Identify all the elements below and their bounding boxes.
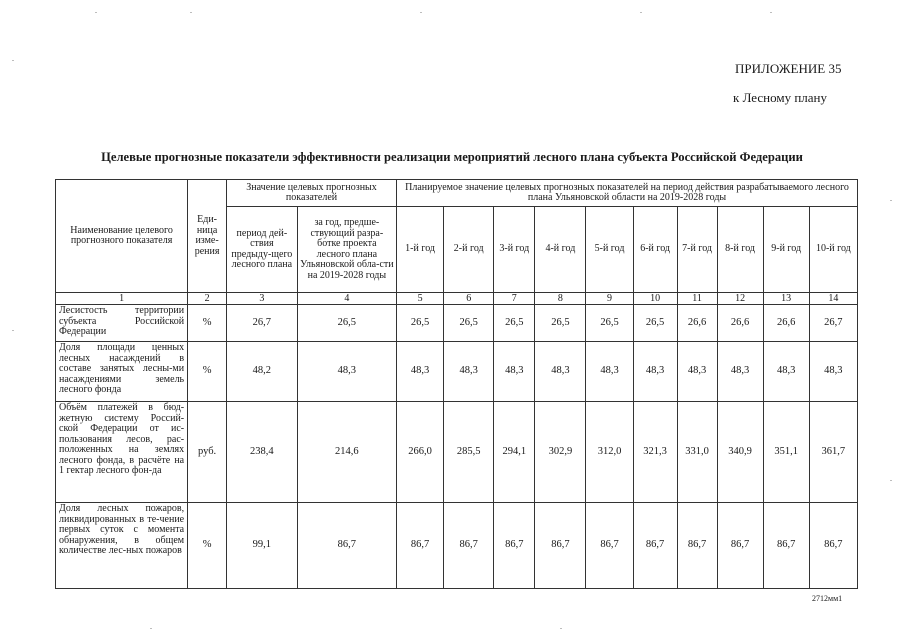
header-year: 5-й год [586,207,633,293]
value-year: 86,7 [717,503,763,589]
value-previous-period: 238,4 [227,402,298,503]
value-year: 86,7 [633,503,677,589]
column-number: 4 [297,293,396,305]
header-year: 9-й год [763,207,809,293]
header-year: 2-й год [444,207,494,293]
value-previous-period: 26,7 [227,305,298,342]
column-number: 13 [763,293,809,305]
document-title: Целевые прогнозные показатели эффективности реализации мероприятий лесного плана субъекта Российской Федерации [101,150,803,164]
value-year-before: 86,7 [297,503,396,589]
column-number: 1 [56,293,188,305]
value-year: 86,7 [586,503,633,589]
value-year: 86,7 [444,503,494,589]
header-year: 4-й год [535,207,586,293]
value-year: 48,3 [586,342,633,402]
table-row [56,342,858,402]
header-row-1 [56,180,858,207]
value-year: 26,6 [763,305,809,342]
header-indicator-name: Наименование целевого прогнозного показателя [56,180,188,293]
value-year: 48,3 [763,342,809,402]
column-number: 12 [717,293,763,305]
value-previous-period: 48,2 [227,342,298,402]
value-year: 294,1 [494,402,535,503]
column-number: 11 [677,293,717,305]
value-year: 351,1 [763,402,809,503]
column-number: 6 [444,293,494,305]
indicator-unit: % [188,342,227,402]
header-year: 10-й год [809,207,857,293]
indicator-unit: руб. [188,402,227,503]
value-year: 26,7 [809,305,857,342]
scan-artifact [890,200,892,201]
scan-artifact [12,330,14,331]
value-year: 86,7 [535,503,586,589]
value-year-before: 26,5 [297,305,396,342]
indicators-table [55,179,858,589]
column-number-row [56,293,858,305]
indicator-name: Объём платежей в бюд-жетную систему Россий-ской Федерации от ис-пользования лесов, рас-положенных на землях лесного фонда, в расчёте на 1 гектар лесного фон-да [56,402,188,503]
header-unit: Еди-ница изме-рения [188,180,227,293]
header-planned-values: Планируемое значение целевых прогнозных показателей на период действия разрабатываемого лесного плана Ульяновской области на 2019-2028 годы [397,180,858,207]
column-number: 3 [227,293,298,305]
scan-artifact [95,12,97,13]
column-number: 14 [809,293,857,305]
value-year: 26,6 [717,305,763,342]
indicator-name: Лесистость территории субъекта Российской Федерации [56,305,188,342]
scan-artifact [420,12,422,13]
value-year: 86,7 [397,503,444,589]
scan-artifact [560,628,562,629]
indicator-unit: % [188,305,227,342]
value-year: 48,3 [677,342,717,402]
value-year: 26,5 [535,305,586,342]
table-row [56,402,858,503]
header-year: 1-й год [397,207,444,293]
value-year-before: 214,6 [297,402,396,503]
indicator-name: Доля лесных пожаров, ликвидированных в те-чение первых суток с момента обнаружения, в общем количестве лес-ных пожаров [56,503,188,589]
value-year: 26,6 [677,305,717,342]
value-year: 48,3 [494,342,535,402]
value-year: 302,9 [535,402,586,503]
indicator-unit: % [188,503,227,589]
value-year: 48,3 [633,342,677,402]
header-year: 8-й год [717,207,763,293]
header-year: 3-й год [494,207,535,293]
scan-artifact [890,480,892,481]
header-year: 6-й год [633,207,677,293]
value-year: 48,3 [397,342,444,402]
value-year: 331,0 [677,402,717,503]
value-year: 48,3 [809,342,857,402]
value-year: 86,7 [809,503,857,589]
value-year: 361,7 [809,402,857,503]
column-number: 10 [633,293,677,305]
value-year: 48,3 [535,342,586,402]
table-row [56,503,858,589]
appendix-label: ПРИЛОЖЕНИЕ 35 [735,61,842,76]
value-year: 48,3 [444,342,494,402]
column-number: 7 [494,293,535,305]
column-number: 2 [188,293,227,305]
value-year: 312,0 [586,402,633,503]
value-year: 48,3 [717,342,763,402]
to-plan-label: к Лесному плану [733,90,828,105]
column-number: 8 [535,293,586,305]
value-year: 340,9 [717,402,763,503]
document-code: 2712мм1 [812,594,843,603]
header-target-values: Значение целевых прогнозных показателей [227,180,397,207]
column-number: 9 [586,293,633,305]
value-year: 26,5 [397,305,444,342]
value-year: 26,5 [633,305,677,342]
value-year: 86,7 [763,503,809,589]
value-year-before: 48,3 [297,342,396,402]
table-row [56,305,858,342]
value-year: 86,7 [677,503,717,589]
header-year: 7-й год [677,207,717,293]
header-year-before-plan: за год, предше-ствующий разра-ботке проекта лесного плана Ульяновской обла-сти на 2019-2028 годы [297,207,396,293]
value-year: 321,3 [633,402,677,503]
value-year: 266,0 [397,402,444,503]
scan-artifact [190,12,192,13]
value-year: 86,7 [494,503,535,589]
column-number: 5 [397,293,444,305]
scan-artifact [12,60,14,61]
scan-artifact [770,12,772,13]
scan-artifact [640,12,642,13]
value-year: 285,5 [444,402,494,503]
value-year: 26,5 [444,305,494,342]
value-year: 26,5 [494,305,535,342]
header-previous-plan-period: период дей-ствия предыду-щего лесного плана [227,207,298,293]
value-year: 26,5 [586,305,633,342]
value-previous-period: 99,1 [227,503,298,589]
scan-artifact [150,628,152,629]
indicator-name: Доля площади ценных лесных насаждений в составе занятых лесны-ми насаждениями земель лесного фонда [56,342,188,402]
